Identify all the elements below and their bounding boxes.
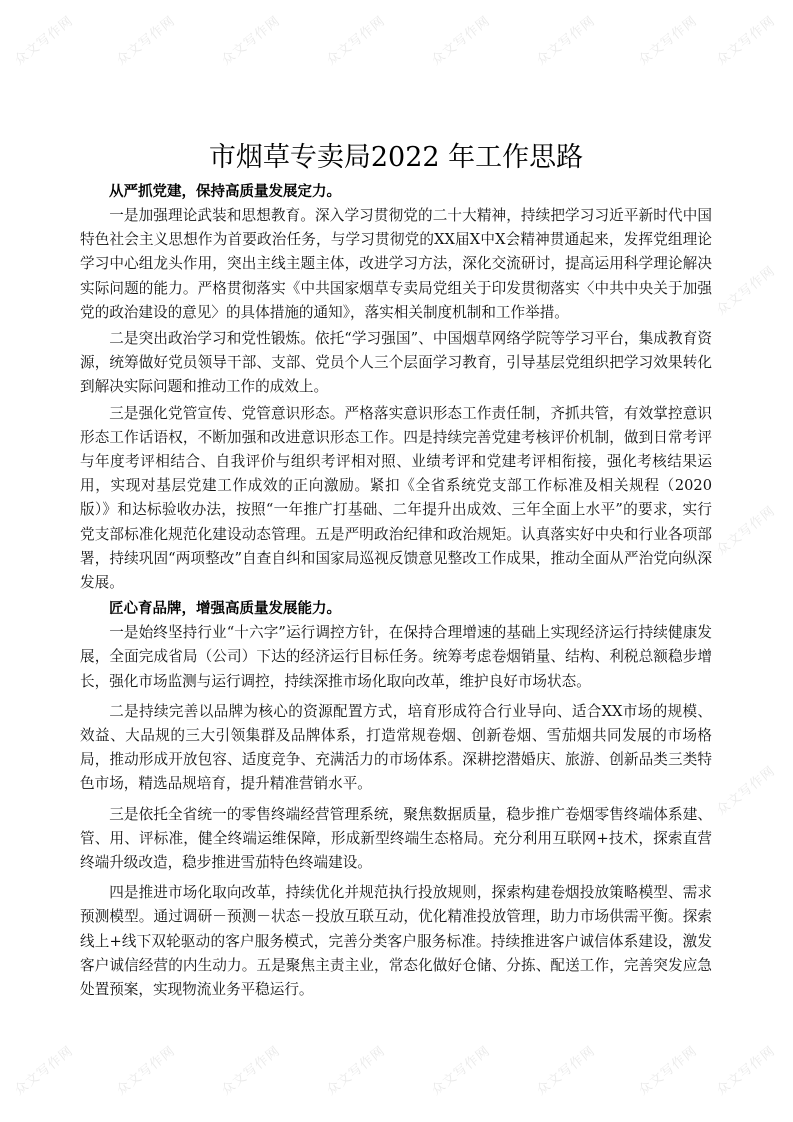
watermark-text: 众文写作网	[219, 1043, 284, 1099]
document-title: 市烟草专卖局2022 年工作思路	[208, 142, 584, 173]
watermark-text: 众文写作网	[714, 763, 779, 819]
watermark-text: 众文写作网	[534, 1043, 599, 1099]
section-heading: 匠心育品牌，增强高质量发展能力。	[109, 601, 341, 618]
watermark-text: 众文写作网	[12, 1043, 77, 1099]
paragraph: 四是推进市场化取向改革，持续优化并规范执行投放规则，探索构建卷烟投放策略模型、需求预测模型。通过调研－预测－状态－投放互联互动，优化精准投放管理，助力市场供需平衡。探索线上+线下双轮驱动的客户服务模式，完善分类客户服务标准。持续推进客户诚信体系建设，激发客户诚信经营的内生动力。五是聚焦主责主业，常态化做好仓储、分拣、配送工作，完善突发应急处置预案，实现物流业务平稳运行。	[80, 884, 712, 999]
paragraph: 一是加强理论武装和思想教育。深入学习贯彻党的二十大精神，持续把学习习近平新时代中国特色社会主义思想作为首要政治任务，与学习贯彻党的XX届X中X会精神贯通起来，发挥党组理论学习中心组龙头作用，突出主线主题主体，改进学习方法，深化交流研讨，提高运用科学理论解决实际问题的能力。严格贯彻落实《中共国家烟草专卖局党组关于印发贯彻落实〈中共中央关于加强党的政治建设的意见〉的具体措施的通知》，落实相关制度机制和工作举措。	[80, 207, 712, 321]
watermark-text: 众文写作网	[636, 1043, 701, 1099]
watermark-text: 众文写作网	[219, 13, 284, 69]
watermark-text: 众文写作网	[714, 503, 779, 559]
section-party-building	[80, 180, 712, 595]
watermark-text: 众文写作网	[324, 13, 389, 69]
watermark-text: 众文写作网	[714, 263, 779, 319]
section-heading: 从严抓党建，保持高质量发展定力。	[109, 184, 341, 200]
paragraph: 三是强化党管宣传、党管意识形态。严格落实意识形态工作责任制，齐抓共管，有效掌控意识形态工作话语权，不断加强和改进意识形态工作。四是持续完善党建考核评价机制，做到日常考评与年度考评相结合、自我评价与组织考评相对照、业绩考评和党建考评相衔接，强化考核结果运用，实现对基层党建工作成效的正向激励。紧扣《全省系统党支部工作标准及相关规程（2020版）》和达标验收办法，按照“一年推广打基础、二年提升出成效、三年全面上水平”的要求，实行党支部标准化规范化建设动态管理。五是严明政治纪律和政治规矩。认真落实好中央和行业各项部署，持续巩固“两项整改”自查自纠和国家局巡视反馈意见整改工作成果，推动全面从严治党向纵深发展。	[80, 404, 712, 592]
watermark-text: 众文写作网	[12, 13, 77, 69]
paragraph: 三是依托全省统一的零售终端经营管理系统，聚焦数据质量，稳步推广卷烟零售终端体系建、管、用、评标准，健全终端运维保障，形成新型终端生态格局。充分利用互联网+技术，探索直营终端升级改造，稳步推进雪茄特色终端建设。	[80, 805, 712, 872]
section-brand-building	[80, 597, 712, 1002]
watermark-text: 众文写作网	[534, 13, 599, 69]
watermark-text: 众文写作网	[636, 13, 701, 69]
watermark-text: 众文写作网	[114, 13, 179, 69]
watermark-text: 众文写作网	[714, 13, 779, 69]
watermark-text: 众文写作网	[714, 1043, 779, 1099]
watermark-text: 众文写作网	[114, 1043, 179, 1099]
document-body	[80, 140, 712, 1004]
watermark-text: 众文写作网	[429, 1043, 494, 1099]
paragraph: 二是突出政治学习和党性锻炼。依托“学习强国”、中国烟草网络学院等学习平台，集成教育资源，统筹做好党员领导干部、支部、党员个人三个层面学习教育，引导基层党组织把学习效果转化到解决实际问题和推动工作的成效上。	[80, 330, 712, 396]
watermark-text: 众文写作网	[429, 13, 494, 69]
watermark-text: 众文写作网	[324, 1043, 389, 1099]
paragraph: 一是始终坚持行业“十六字”运行调控方针，在保持合理增速的基础上实现经济运行持续健康发展，全面完成省局（公司）下达的经济运行目标任务。统筹考虑卷烟销量、结构、利税总额稳步增长，强化市场监测与运行调控，持续深推市场化取向改革，维护良好市场状态。	[80, 624, 712, 690]
paragraph: 二是持续完善以品牌为核心的资源配置方式，培育形成符合行业导向、适合XX市场的规模、效益、大品规的三大引领集群及品牌体系，打造常规卷烟、创新卷烟、雪茄烟共同发展的市场格局，推动形成开放包容、适度竞争、充满活力的市场体系。深耕挖潜婚庆、旅游、创新品类三类特色市场，精选品规培育，提升精准营销水平。	[80, 702, 712, 793]
